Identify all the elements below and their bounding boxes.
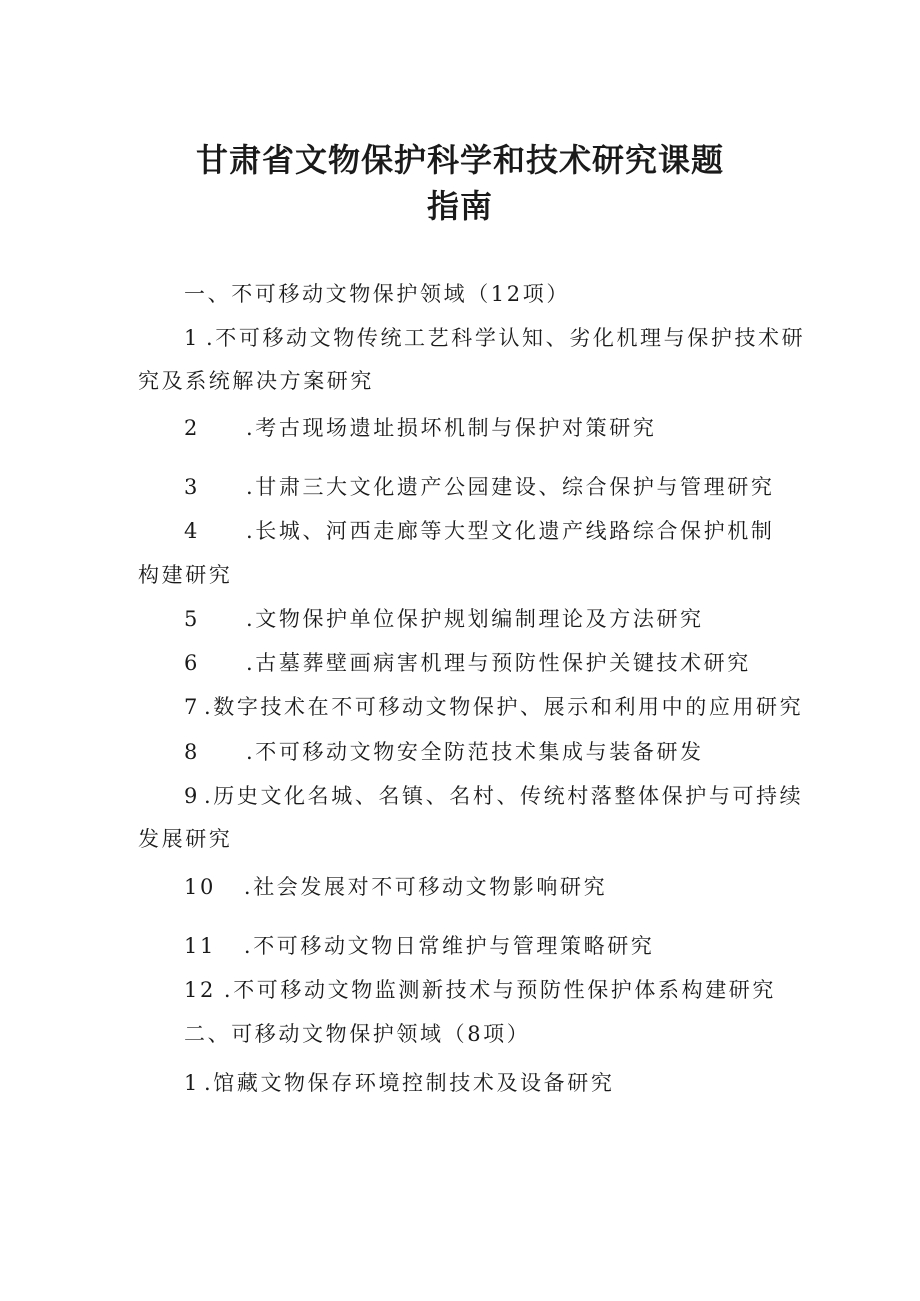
item-number: 8	[184, 740, 200, 764]
item-text: .长城、河西走廊等大型文化遗产线路综合保护机制	[245, 519, 775, 543]
list-item-1-4	[184, 516, 774, 546]
item-text: .甘肃三大文化遗产公园建设、综合保护与管理研究	[245, 475, 775, 499]
item-text: .考古现场遗址损坏机制与保护对策研究	[245, 416, 657, 440]
list-item-2-1	[184, 1068, 614, 1098]
item-number: 11	[184, 934, 216, 958]
list-item-1-12	[184, 975, 776, 1005]
item-text: .不可移动文物安全防范技术集成与装备研发	[245, 740, 704, 764]
item-number: 7	[184, 695, 200, 719]
list-item-1-1-continuation: 究及系统解决方案研究	[138, 369, 374, 393]
section-heading-1: 一、不可移动文物保护领域（12项）	[184, 282, 570, 306]
item-text: .历史文化名城、名镇、名村、传统村落整体保护与可持续	[203, 784, 804, 808]
list-item-1-4-continuation: 构建研究	[138, 563, 233, 587]
list-item-1-8	[184, 737, 704, 767]
list-item-1-1	[184, 323, 805, 353]
item-text: .文物保护单位保护规划编制理论及方法研究	[245, 607, 704, 631]
list-item-1-5	[184, 604, 704, 634]
item-text: .古墓葬壁画病害机理与预防性保护关键技术研究	[245, 651, 751, 675]
item-number: 1	[184, 326, 200, 350]
list-item-1-10	[184, 872, 607, 902]
list-item-1-6	[184, 648, 751, 678]
item-number: 12	[184, 978, 216, 1002]
document-title-line-2: 指南	[426, 187, 493, 225]
list-item-1-9	[184, 781, 803, 811]
document-title-line-1: 甘肃省文物保护科学和技术研究课题	[195, 141, 724, 179]
item-text: .馆藏文物保存环境控制技术及设备研究	[203, 1071, 615, 1095]
list-item-1-3	[184, 472, 774, 502]
item-text: .不可移动文物监测新技术与预防性保护体系构建研究	[223, 978, 776, 1002]
item-text: .不可移动文物传统工艺科学认知、劣化机理与保护技术研	[205, 326, 806, 350]
list-item-1-7	[184, 692, 803, 722]
item-number: 4	[184, 519, 200, 543]
item-text: .社会发展对不可移动文物影响研究	[243, 875, 608, 899]
list-item-1-11	[184, 931, 654, 961]
section-heading-2: 二、可移动文物保护领域（8项）	[184, 1022, 531, 1046]
list-item-1-9-continuation: 发展研究	[138, 827, 233, 851]
list-item-1-2	[184, 413, 656, 443]
item-text: .不可移动文物日常维护与管理策略研究	[243, 934, 655, 958]
item-number: 9	[184, 784, 200, 808]
item-number: 3	[184, 475, 200, 499]
item-number: 2	[184, 416, 200, 440]
item-number: 5	[184, 607, 200, 631]
item-number: 6	[184, 651, 200, 675]
item-number: 1	[184, 1071, 200, 1095]
item-text: .数字技术在不可移动文物保护、展示和利用中的应用研究	[203, 695, 804, 719]
item-number: 10	[184, 875, 216, 899]
